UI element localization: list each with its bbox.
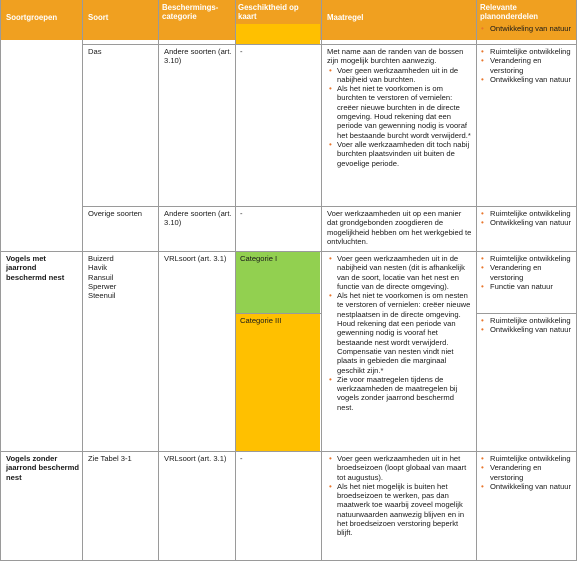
list-item: • Als het niet te voorkomen is om nesten te verstoren of vernielen: creëer nieuwe nestplaatsen in de directe omgeving. Houd rekening dat een periode van gewenning nodig is vooraf het bestaande nest wordt verwijderd. Compensatie van nesten vindt niet plaats in gebieden die marginaal geschikt zijn.*	[327, 291, 472, 375]
list-item: • Ruimtelijke ontwikkeling	[479, 316, 574, 325]
fill-orange-cat3	[236, 313, 320, 451]
overige-soort: Overige soorten	[88, 209, 143, 218]
overige-maatregel: Voer werkzaamheden uit op een manier dat grondgebonden zoogdieren de mogelijkheid hebben om het werkgebied te ontvluchten.	[327, 209, 472, 246]
list-item: • Ontwikkeling van natuur	[479, 482, 574, 491]
das-maatregel-intro: Met name aan de randen van de bossen zijn mogelijk burchten aanwezig.	[327, 47, 464, 66]
list-item: • Ruimtelijke ontwikkeling	[479, 254, 574, 263]
row0-plan-list	[479, 24, 574, 33]
list-item: • Als het niet mogelijk is buiten het broedseizoen te werken, pas dan maatwerk toe waarbij zoveel mogelijk natuurwaarden aanwezig blijven en in het broedseizoen verstoring beperkt blijft.	[327, 482, 472, 538]
header-beschermingscategorie: Beschermings-categorie	[162, 3, 219, 21]
categorie-i-label: Categorie I	[240, 254, 278, 263]
das-soort: Das	[88, 47, 102, 56]
grid-line	[0, 451, 577, 452]
das-geschiktheid: -	[240, 47, 243, 56]
grid-line	[476, 0, 477, 561]
overige-geschiktheid: -	[240, 209, 243, 218]
list-item: • Functie van natuur	[479, 282, 574, 291]
vogels-zonder-categorie: VRLsoort (art. 3.1)	[164, 454, 227, 463]
vogels-zonder-geschiktheid: -	[240, 454, 243, 463]
vogels-jaarrond-soorten: Buizerd Havik Ransuil Sperwer Steenuil	[88, 254, 117, 301]
list-item: • Ruimtelijke ontwikkeling	[479, 209, 574, 218]
vogels-zonder-maatregel	[327, 454, 472, 538]
overige-categorie: Andere soorten (art. 3.10)	[164, 209, 232, 228]
list-item: • Verandering en verstoring	[479, 263, 574, 282]
list-item: • Zie voor maatregelen tijdens de werkzaamheden de maatregelen bij vogels zonder jaarrond beschermd nest.	[327, 375, 472, 412]
grid-line	[82, 44, 577, 45]
das-categorie: Andere soorten (art. 3.10)	[164, 47, 232, 66]
grid-line	[0, 0, 1, 561]
list-item: • Ruimtelijke ontwikkeling	[479, 454, 574, 463]
vogels-zonder-soort: Zie Tabel 3-1	[88, 454, 132, 463]
vogels-jaarrond-groep: Vogels met jaarrond beschermd nest	[6, 254, 65, 282]
grid-line	[235, 0, 236, 561]
list-item: • Ontwikkeling van natuur	[479, 75, 574, 84]
vogels-jaarrond-plan-top	[479, 254, 574, 291]
categorie-iii-label: Categorie III	[240, 316, 282, 325]
grid-line	[476, 313, 577, 314]
das-maatregel	[327, 47, 472, 168]
overige-plan-list	[479, 209, 574, 228]
header-geschiktheid: Geschiktheid op kaart	[238, 3, 299, 21]
header-planonderdelen: Relevante planonderdelen	[480, 3, 539, 21]
grid-line	[158, 0, 159, 561]
grid-line	[236, 313, 321, 314]
list-item: • Verandering en verstoring	[479, 56, 574, 75]
grid-line	[82, 206, 577, 207]
das-plan-list	[479, 47, 574, 84]
grid-line	[0, 251, 577, 252]
list-item: • Voer geen werkzaamheden uit in het broedseizoen (loopt globaal van maart tot augustus).	[327, 454, 472, 482]
vogels-jaarrond-plan-bottom	[479, 316, 574, 335]
header-soort: Soort	[88, 13, 109, 22]
list-item: • Ontwikkeling van natuur	[479, 218, 574, 227]
header-soortgroepen: Soortgroepen	[6, 13, 58, 22]
list-item: • Verandering en verstoring	[479, 463, 574, 482]
header-maatregel: Maatregel	[327, 13, 364, 22]
vogels-jaarrond-maatregel	[327, 254, 472, 412]
vogels-zonder-plan-list	[479, 454, 574, 491]
list-item: • Ontwikkeling van natuur	[479, 325, 574, 334]
vogels-zonder-groep: Vogels zonder jaarrond beschermd nest	[6, 454, 80, 482]
grid-line	[321, 0, 322, 561]
list-item: • Voer geen werkzaamheden uit in de nabijheid van nesten (dit is afhankelijk van de soort, locatie van het nest en functie van de directe omgeving).	[327, 254, 472, 291]
list-item: • Voer geen werkzaamheden uit in de nabijheid van burchten.	[327, 66, 472, 85]
list-item: • Ontwikkeling van natuur	[479, 24, 574, 33]
list-item: • Voer alle werkzaamheden dit toch nabij burchten plaatsvinden uit buiten de gevoelige periode.	[327, 140, 472, 168]
list-item: • Ruimtelijke ontwikkeling	[479, 47, 574, 56]
list-item: • Als het niet te voorkomen is om burchten te verstoren of vernielen: creëer nieuwe burchten in de directe omgeving. Houd rekening dat een periode van gewenning nodig is vooraf het bestaande burcht wordt verwijderd.*	[327, 84, 472, 140]
vogels-jaarrond-categorie: VRLsoort (art. 3.1)	[164, 254, 227, 263]
grid-line	[82, 0, 83, 561]
fill-orange-top	[236, 24, 320, 44]
